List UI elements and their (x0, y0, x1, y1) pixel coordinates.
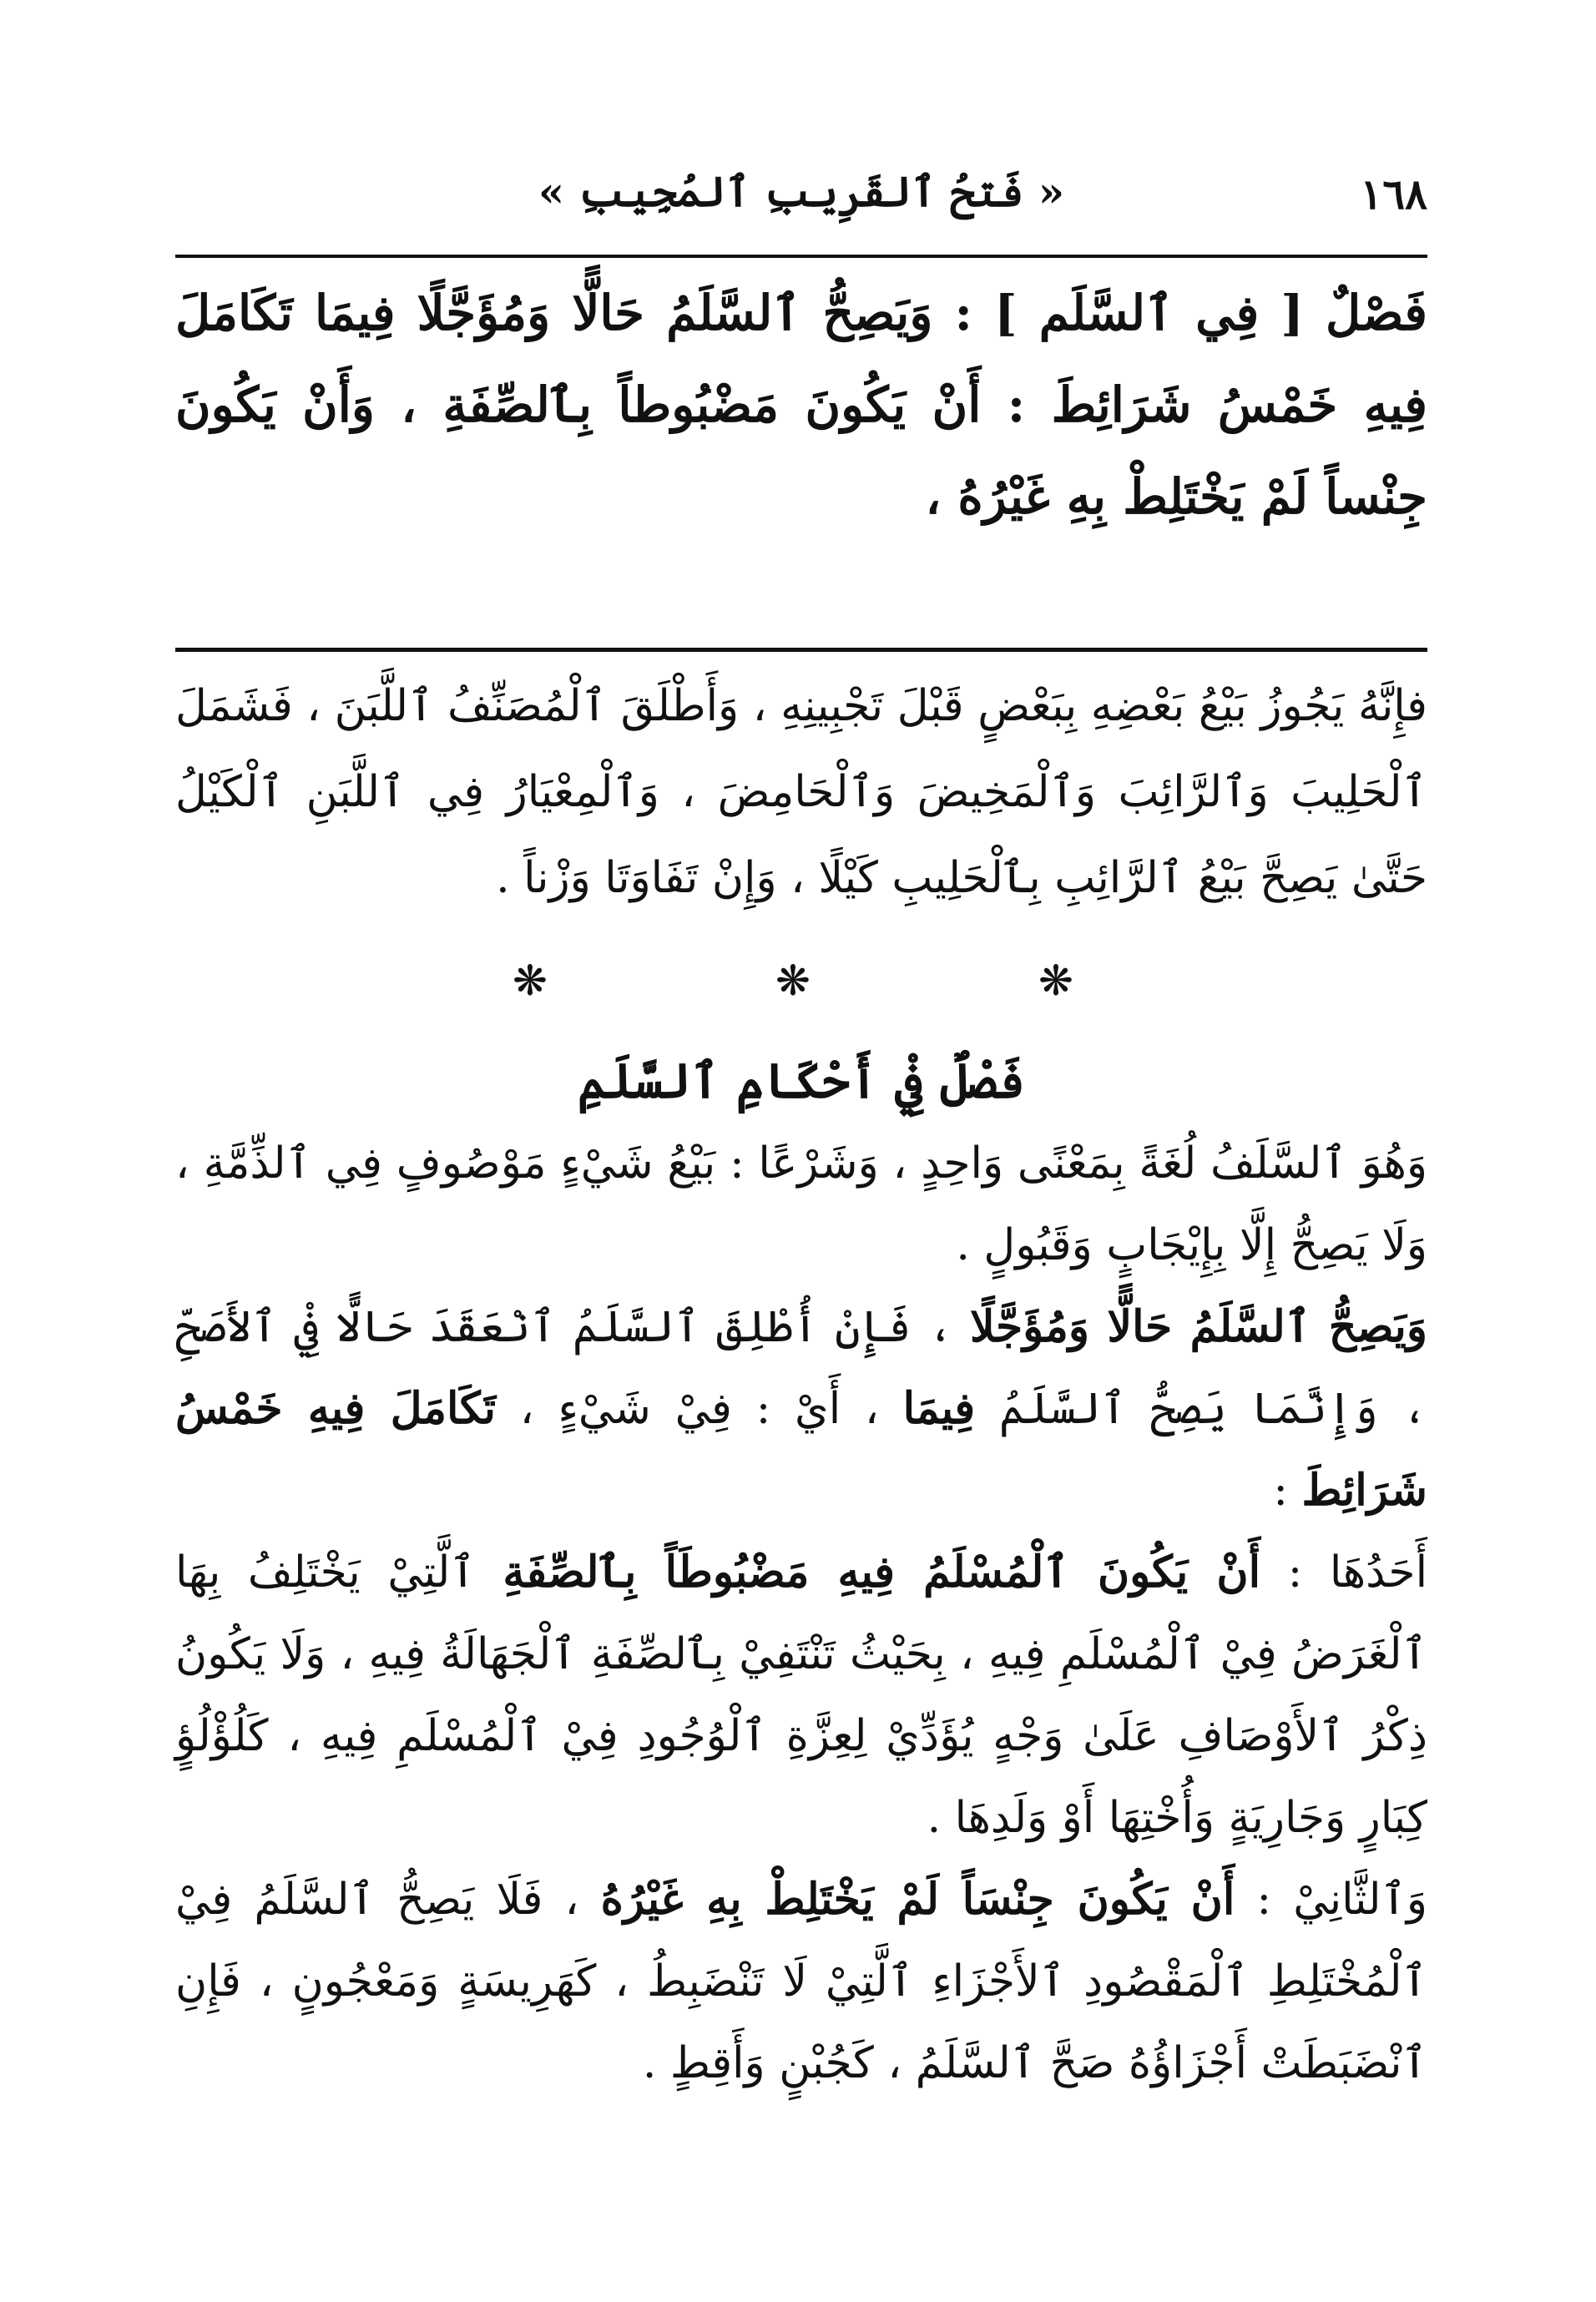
section-heading: فَصْلٌ فِيْ أَحْكَامِ ٱلسَّلَمِ (577, 1053, 1026, 1109)
matn-divider-rule (175, 648, 1427, 652)
definition-text: وَهُوَ ٱلسَّلَفُ لُغَةً بِمَعْنًى وَاحِدٍ ، وَشَرْعًا : بَيْعُ شَيْءٍ مَوْصُوفٍ فِي ٱلذِّمَّةِ ، وَلَا يَصِحُّ إِلَّا بِإِيْجَابٍ وَقَبُولٍ . (175, 1138, 1427, 1270)
commentary-text: ٱلَّتِيْ يَخْتَلِفُ بِهَا ٱلْغَرَضُ فِيْ ٱلْمُسْلَمِ فِيهِ ، بِحَيْثُ تَنْتَفِيْ بِٱلصِّفَةِ ٱلْجَهَالَةُ فِيهِ ، وَلَا يَكُونُ ذِكْرُ ٱلأَوْصَافِ عَلَىٰ وَجْهٍ يُؤَدِّيْ لِعِزَّةِ ٱلْوُجُودِ فِيْ ٱلْمُسْلَمِ فِيهِ ، كَلُؤْلُؤٍ كِبَارٍ وَجَارِيَةٍ وَأُخْتِهَا أَوْ وَلَدِهَا . (175, 1547, 1427, 1843)
page-header (175, 167, 1427, 234)
paragraph-condition-two (175, 1859, 1427, 2104)
separator-star-icon: ❋ (513, 957, 548, 1005)
commentary-text: ، فَلَا يَصِحُّ ٱلسَّلَمُ فِيْ ٱلْمُخْتَلِطِ ٱلْمَقْصُودِ ٱلأَجْزَاءِ ٱلَّتِيْ لَا تَنْضَبِطُ ، كَهَرِيسَةٍ وَمَعْجُونٍ ، فَإِنِ ٱنْضَبَطَتْ أَجْزَاؤُهُ صَحَّ ٱلسَّلَمُ ، كَجُبْنٍ وَأَقِطٍ . (175, 1875, 1427, 2088)
paragraph-condition-one (175, 1532, 1427, 1859)
commentary-top-passage: فإِنَّهُ يَجُوزُ بَيْعُ بَعْضِهِ بِبَعْضٍ قَبْلَ تَجْبِينِهِ ، وَأَطْلَقَ ٱلْمُصَنِّفُ ٱللَّبَنَ ، فَشَمَلَ ٱلْحَلِيبَ وَٱلرَّائِبَ وَٱلْمَخِيضَ وَٱلْحَامِضَ ، وَٱلْمِعْيَارُ فِي ٱللَّبَنِ ٱلْكَيْلُ حَتَّىٰ يَصِحَّ بَيْعُ ٱلرَّائِبِ بِٱلْحَلِيبِ كَيْلًا ، وَإِنْ تَفَاوَتَا وَزْناً . (175, 681, 1427, 903)
matn-quote: تَكَامَلَ فِيهِ خَمْسُ شَرَائِطَ (175, 1383, 1427, 1516)
matn-quote: أَنْ يَكُونَ جِنْسَاً لَمْ يَخْتَلِطْ بِهِ غَيْرُهُ (600, 1874, 1235, 1925)
commentary-text: ، أَيْ : فِيْ شَيْءٍ ، (519, 1384, 879, 1434)
commentary-text: وَٱلثَّانِيْ : (1256, 1875, 1428, 1925)
separator-star-icon: ❋ (775, 957, 811, 1005)
header-rule (175, 255, 1427, 258)
separator-star-icon: ❋ (1038, 957, 1073, 1005)
matn-quote: أَنْ يَكُونَ ٱلْمُسْلَمُ فِيهِ مَضْبُوطَاً بِٱلصِّفَةِ (503, 1547, 1261, 1598)
commentary-text: ، فَإِنْ أُطْلِقَ ٱلسَّلَمُ ٱنْعَقَدَ حَالًّا فِيْ ٱلأَصَحِّ ، وَإِنَّمَا يَصِحُّ ٱلسَّلَمُ (175, 1302, 1428, 1434)
matn-passage: فَصْلٌ [ فِي ٱلسَّلَم ] : وَيَصِحُّ ٱلسَّلَمُ حَالًّا وَمُؤَجَّلًا فِيمَا تَكَامَلَ فِيهِ خَمْسُ شَرَائِطَ : أَنْ يَكُونَ مَضْبُوطاً بِٱلصِّفَةِ ، وَأَنْ يَكُونَ جِنْساً لَمْ يَخْتَلِطْ بِهِ غَيْرُهُ ، (175, 285, 1427, 525)
matn-quote: وَيَصِحُّ ٱلسَّلَمُ حَالًّا وَمُؤَجَّلًا (969, 1301, 1427, 1352)
paragraph-validity (175, 1286, 1427, 1532)
running-title: « فَتحُ ٱلقَرِيبِ ٱلمُجِيبِ » (538, 167, 1065, 216)
matn-text (175, 267, 1427, 543)
commentary-top (175, 664, 1427, 921)
commentary-text: : (1273, 1466, 1288, 1516)
page-number: ١٦٨ (1360, 169, 1427, 219)
commentary-bottom (175, 1123, 1427, 2104)
section-separator (501, 952, 1085, 1010)
matn-quote: فِيمَا (902, 1383, 976, 1434)
commentary-text: أَحَدُهَا : (1287, 1547, 1428, 1598)
paragraph-definition (175, 1123, 1427, 1286)
